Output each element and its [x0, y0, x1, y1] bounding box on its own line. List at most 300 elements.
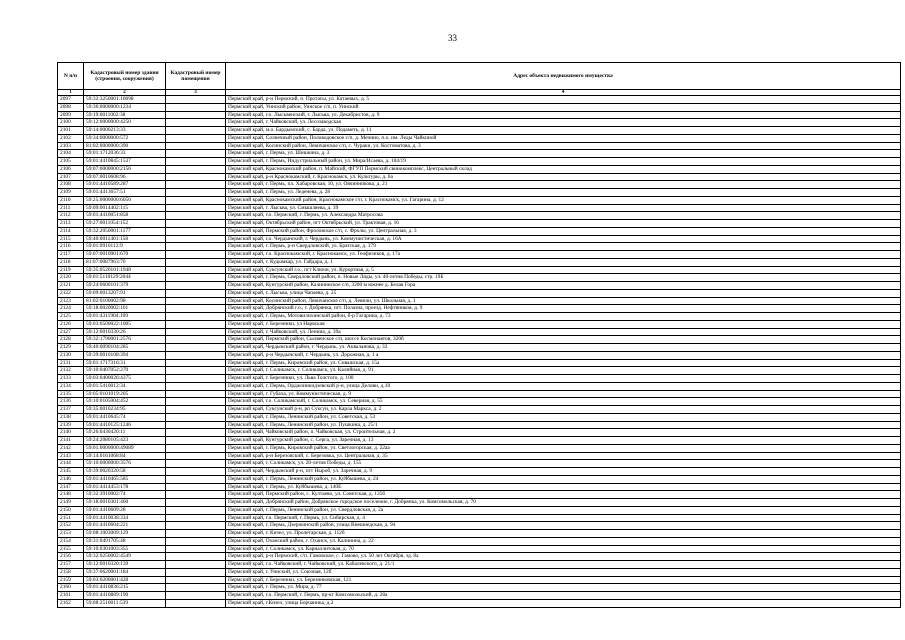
- room-number: [166, 243, 226, 251]
- address: Пермский край, г. Пермь, ул. Куйбышева, д. 140Е: [226, 483, 901, 491]
- row-number: 2160: [58, 584, 84, 592]
- room-number: [166, 382, 226, 390]
- cadastral-number: 59:01:4410889:190: [84, 592, 166, 600]
- row-number: 2097: [58, 96, 84, 104]
- room-number: [166, 483, 226, 491]
- cadastral-number: 59:35:0520101:1948: [84, 266, 166, 274]
- row-number: 2148: [58, 491, 84, 499]
- row-number: 2142: [58, 444, 84, 452]
- row-number: 2138: [58, 413, 84, 421]
- address: Пермский край, р-н Березовский, с. Березовка, ул. Центральная, д. 35: [226, 452, 901, 460]
- row-number: 2151: [58, 514, 84, 522]
- cadastral-number: 59:12:0000000:4250: [84, 119, 166, 127]
- room-number: [166, 204, 226, 212]
- address: Пермский край, Суксунский г.о., пгт Ключи, ул. Курортная, д. 5: [226, 266, 901, 274]
- room-number: [166, 530, 226, 538]
- row-number: 2101: [58, 127, 84, 135]
- row-number: 2146: [58, 475, 84, 483]
- room-number: [166, 103, 226, 111]
- cadastral-number: 59:01:4410125:1246: [84, 421, 166, 429]
- room-number: [166, 158, 226, 166]
- table-row: [58, 305, 901, 313]
- table-row: [58, 103, 901, 111]
- row-number: 2144: [58, 460, 84, 468]
- row-number: 2130: [58, 351, 84, 359]
- row-number: 2161: [58, 592, 84, 600]
- room-number: [166, 561, 226, 569]
- cadastral-number: 59:24:2080105:423: [84, 437, 166, 445]
- row-number: 2132: [58, 367, 84, 375]
- row-number: 2159: [58, 576, 84, 584]
- room-number: [166, 421, 226, 429]
- cadastral-number: 59:14:0000213:33: [84, 127, 166, 135]
- room-number: [166, 173, 226, 181]
- room-number: [166, 336, 226, 344]
- row-number: 2098: [58, 103, 84, 111]
- table-row: [58, 460, 901, 468]
- room-number: [166, 576, 226, 584]
- table-row: [58, 468, 901, 476]
- room-number: [166, 506, 226, 514]
- address: Пермский край, г. Лысьва, ул. Смышляева, д. 39: [226, 204, 901, 212]
- cadastral-number: 59:01:0910112:9: [84, 243, 166, 251]
- table-row: [58, 452, 901, 460]
- address: Пермский край, Чердынский р-н, пгт Ныроб, ул. Заречная, д. 9: [226, 468, 901, 476]
- room-number: [166, 313, 226, 321]
- row-number: 2153: [58, 530, 84, 538]
- address: Пермский край, Косинский район, Левичанское с/п, д. Левичи, ул. Школьная, д. 1: [226, 297, 901, 305]
- room-number: [166, 398, 226, 406]
- address: Пермский край, г. Пермь, Кировский район, ул. Светлогорская, д. 22аа: [226, 444, 901, 452]
- table-row: [58, 561, 901, 569]
- table-row: [58, 514, 901, 522]
- cadastral-number: 81:07:0087963:70: [84, 258, 166, 266]
- room-number: [166, 592, 226, 600]
- address: Пермский край, г. Пермь, Мотовилихинский район, б-р Гагарина, д. 73: [226, 313, 901, 321]
- cadastral-number: 59:32:3250001:10698: [84, 96, 166, 104]
- cadastral-number: 59:01:0000000:49089: [84, 444, 166, 452]
- address: Пермский край, г. Кизел, ул. Пролетарская, д. 112б: [226, 530, 901, 538]
- row-number: 2106: [58, 165, 84, 173]
- table-row: [58, 134, 901, 142]
- room-number: [166, 274, 226, 282]
- address: Пермский край, г.о. Краснокамский, г. Краснокамск, ул. Геофизиков, д. 17а: [226, 251, 901, 259]
- col-number-3: 3: [166, 90, 226, 96]
- cadastral-number: 59:18:0010301:460: [84, 499, 166, 507]
- cadastral-number: 81:02:0100002:98: [84, 297, 166, 305]
- row-number: 2102: [58, 134, 84, 142]
- room-number: [166, 235, 226, 243]
- address: Пермский край, р-н Пермский, п. Протасы, ул. Катаевых, д. 5: [226, 96, 901, 104]
- table-row: [58, 127, 901, 135]
- row-number: 2131: [58, 359, 84, 367]
- table-row: [58, 545, 901, 553]
- cadastral-number: 59:01:4410836:215: [84, 584, 166, 592]
- row-number: 2140: [58, 429, 84, 437]
- table-row: [58, 475, 901, 483]
- room-number: [166, 599, 226, 607]
- cadastral-number: 59:40:0011401:158: [84, 235, 166, 243]
- row-number: 2139: [58, 421, 84, 429]
- cadastral-number: 59:07:0010608:96: [84, 173, 166, 181]
- address: Пермский край, г. Пермь, Кировский район, ул. Сивашская, д. 15а: [226, 359, 901, 367]
- row-number: 2124: [58, 305, 84, 313]
- row-number: 2156: [58, 553, 84, 561]
- page-number: 33: [448, 33, 457, 43]
- address: Пермский край, Пермский район, с. Култаево, ул. Советская, д. 135б: [226, 491, 901, 499]
- row-number: 2099: [58, 111, 84, 119]
- cadastral-number: 59:14:0161068:84: [84, 452, 166, 460]
- row-number: 2136: [58, 398, 84, 406]
- table-row: [58, 336, 901, 344]
- address: Пермский край, г. Пермь, Ленинский район, ул. Советская, д. 53: [226, 413, 901, 421]
- address: Пермский край, г. Пермь, Свердловский район, п. Новые Ляды, ул. 40-летия Победы, стр. 19Б: [226, 274, 901, 282]
- address: Пермский край, г. Пермь, Дзержинский район, улица Внешнедская, д. 94: [226, 522, 901, 530]
- address: Пермский край, Косинский район, Левичанское с/п, с. Чураки, ул. Костоматова, д. 3: [226, 142, 901, 150]
- cadastral-number: 59:08:2510011:539: [84, 599, 166, 607]
- address: Пермский край, Солнечный район, Половодовское с/п, д. Мечино, п.о. им. Леды Чайкиной: [226, 134, 901, 142]
- address: Пермский край, г. Пермь, Орджоникидзевский р-н, улица Делови, д.10: [226, 382, 901, 390]
- table-row: [58, 251, 901, 259]
- room-number: [166, 499, 226, 507]
- cadastral-number: 59:01:1712036:33: [84, 150, 166, 158]
- cadastral-number: 59:01:4410465:585: [84, 475, 166, 483]
- room-number: [166, 491, 226, 499]
- row-number: 2133: [58, 375, 84, 383]
- table-row: [58, 313, 901, 321]
- room-number: [166, 545, 226, 553]
- row-number: 2123: [58, 297, 84, 305]
- row-number: 2100: [58, 119, 84, 127]
- row-number: 2155: [58, 545, 84, 553]
- room-number: [166, 165, 226, 173]
- table-row: [58, 212, 901, 220]
- cadastral-number: 59:26:0430420:11: [84, 429, 166, 437]
- room-number: [166, 522, 226, 530]
- cadastral-number: 59:10:0105004:452: [84, 398, 166, 406]
- row-number: 2127: [58, 328, 84, 336]
- room-number: [166, 413, 226, 421]
- register-table: [57, 62, 901, 608]
- row-number: 2117: [58, 251, 84, 259]
- table-row: [58, 584, 901, 592]
- room-number: [166, 111, 226, 119]
- col-number-1: 1: [58, 90, 84, 96]
- cadastral-number: 59:32:0250002:4549: [84, 553, 166, 561]
- cadastral-number: 59:25:0000000:6056: [84, 196, 166, 204]
- room-number: [166, 429, 226, 437]
- table-row: [58, 274, 901, 282]
- room-number: [166, 359, 226, 367]
- table-row: [58, 390, 901, 398]
- address: Пермский край, г. Березники, ул Нарвская: [226, 320, 901, 328]
- room-number: [166, 514, 226, 522]
- row-number: 2113: [58, 220, 84, 228]
- table-row: [58, 165, 901, 173]
- address: Пермский край, г.о. Чайковский, г. Чайковский, ул. Кабалевского, д. 21/1: [226, 561, 901, 569]
- address: Пермский край, г.о. Пермский, г. Пермь, ул. Сибирская, д. 4: [226, 514, 901, 522]
- address: Пермский край, Добрянский район, Добрянское городское поселение, г. Добрянка, ул. Комсомольская, д. 70: [226, 499, 901, 507]
- address: Пермский край, Пермский район, Фроловское с/п, с. Фролы, ул. Центральная, д. 3: [226, 227, 901, 235]
- room-number: [166, 127, 226, 135]
- address: Пермский край, г. Пермь, Ленинский район, ул. Пушкина, д. 25/1: [226, 421, 901, 429]
- room-number: [166, 351, 226, 359]
- address: Пермский край, Уинский район, Уинское с/п, п. Уинский: [226, 103, 901, 111]
- row-number: 2125: [58, 313, 84, 321]
- room-number: [166, 460, 226, 468]
- room-number: [166, 328, 226, 336]
- address: Пермский край, г.о. Пермский, г. Пермь, ул. Александра Матросова: [226, 212, 901, 220]
- cadastral-number: 59:36:0000000:1234: [84, 103, 166, 111]
- address: Пермский край, г. Губаха, ул. Коммунистическая, д. 9: [226, 390, 901, 398]
- cadastral-number: 81:02:0000000:390: [84, 142, 166, 150]
- cadastral-number: 59:37:0620001:184: [84, 568, 166, 576]
- table-row: [58, 297, 901, 305]
- table-row: [58, 530, 901, 538]
- room-number: [166, 142, 226, 150]
- table-row: [58, 429, 901, 437]
- cadastral-number: 59:32:1790001:2576: [84, 336, 166, 344]
- row-number: 2116: [58, 243, 84, 251]
- table-row: [58, 142, 901, 150]
- header-num: N п/п: [58, 63, 84, 90]
- table-row: [58, 483, 901, 491]
- address: Пермский край, г.о. Чердынский, г. Чердынь, ул. Коммунистическая, д. 16А: [226, 235, 901, 243]
- cadastral-number: 59:01:4410645:74: [84, 413, 166, 421]
- address: Пермский край, Чайковский район, п. Чайковская, ул. Строительная, д. 2: [226, 429, 901, 437]
- table-row: [58, 491, 901, 499]
- table-row: [58, 576, 901, 584]
- address: Пермский край, г. Уинский, ул. Союзная, 12б: [226, 568, 901, 576]
- table-row: [58, 227, 901, 235]
- cadastral-number: 59:01:4413657:51: [84, 189, 166, 197]
- row-number: 2122: [58, 289, 84, 297]
- address: Пермский край, г. Пермь, Индустриальный район, ул. Мира/Исаева, д. 104/19: [226, 158, 901, 166]
- address: Пермский край, г. Пермь, пл. Хабаровская, 10, ул. Овчинникова, д. 21: [226, 181, 901, 189]
- table-row: [58, 220, 901, 228]
- table-row: [58, 437, 901, 445]
- table-row: [58, 196, 901, 204]
- address: Пермский край, г. Березники, ул. Льва Толстого, д. 100: [226, 375, 901, 383]
- address: Пермский край, г. Чайковский, ул. Лесозаводская: [226, 119, 901, 127]
- cadastral-number: 59:08:1003009:129: [84, 530, 166, 538]
- row-number: 2121: [58, 282, 84, 290]
- table-row: [58, 189, 901, 197]
- table-row: [58, 599, 901, 607]
- room-number: [166, 119, 226, 127]
- address: Пермский край, г. Пермь, р-н Свердловский, ул. Братская, д. 179: [226, 243, 901, 251]
- room-number: [166, 390, 226, 398]
- cadastral-number: 59:07:0000000:2156: [84, 165, 166, 173]
- table-row: [58, 444, 901, 452]
- cadastral-number: 59:05:0101019:205: [84, 390, 166, 398]
- header-row: [58, 63, 901, 90]
- cadastral-number: 59:10:0000000:3576: [84, 460, 166, 468]
- room-number: [166, 289, 226, 297]
- table-row: [58, 266, 901, 274]
- row-number: 2108: [58, 181, 84, 189]
- address: Пермский край, Краснокамский район, п. Майский, ФГУП Пермский свинокомплекс, Центральный склад: [226, 165, 901, 173]
- address: Пермский край, г. Пермь, Ленинский район, ул. Куйбышева, д. 24: [226, 475, 901, 483]
- cadastral-number: 59:39:0020320:58: [84, 468, 166, 476]
- row-number: 2152: [58, 522, 84, 530]
- room-number: [166, 320, 226, 328]
- row-number: 2137: [58, 406, 84, 414]
- cadastral-number: 59:32:2050001:1177: [84, 227, 166, 235]
- cadastral-number: 59:01:4410845:1537: [84, 158, 166, 166]
- cadastral-number: 59:31:0491705:48: [84, 537, 166, 545]
- row-number: 2118: [58, 258, 84, 266]
- address: Пермский край, г.о. Пермский, г. Пермь, пр-кт Комсомольский, д. 28а: [226, 592, 901, 600]
- address: Пермский край, Пермский район, Сылвенское с/п, шоссе Космонавтов, 320б: [226, 336, 901, 344]
- address: Пермский край, р-н Краснокамский, г. Краснокамск, ул. Культуры, д. 6а: [226, 173, 901, 181]
- col-number-2: 2: [84, 90, 166, 96]
- row-number: 2141: [58, 437, 84, 445]
- address: Пермский край, г. Лысьва, улица Чапаева, д. 25: [226, 289, 901, 297]
- room-number: [166, 553, 226, 561]
- address: Пермский край, р-н Пермский, с/п. Гамовское, с. Гамово, ул. 50 лет Октября, зд. 8а: [226, 553, 901, 561]
- cadastral-number: 59:03:0500022:1005: [84, 320, 166, 328]
- row-number: 2109: [58, 189, 84, 197]
- room-number: [166, 282, 226, 290]
- address: Пермский край, г. Пермь, Ленинский район, ул. Свердловская, д. 2а: [226, 506, 901, 514]
- room-number: [166, 537, 226, 545]
- address: Пермский край, Суксунский р-н, рп Суксун, ул. Карла Маркса, д. 2: [226, 406, 901, 414]
- row-number: 2104: [58, 150, 84, 158]
- cadastral-number: 59:10:0407052:270: [84, 367, 166, 375]
- room-number: [166, 251, 226, 259]
- address: Пермский край, Краснокамский район, Краснокамское г/п, г. Краснокамск, ул. Гагарина, д. 12: [226, 196, 901, 204]
- row-number: 2157: [58, 561, 84, 569]
- table-row: [58, 289, 901, 297]
- room-number: [166, 584, 226, 592]
- table-row: [58, 258, 901, 266]
- cadastral-number: 59:01:4311904:109: [84, 313, 166, 321]
- table-row: [58, 344, 901, 352]
- address: Пермский край, Оханский район, г. Оханск, ул. Калинина, д. 22: [226, 537, 901, 545]
- address: Пермский край, г. Кудымкар, ул. Гайдара, д. 1: [226, 258, 901, 266]
- row-number: 2110: [58, 196, 84, 204]
- address: Пермский край, Октябрьский район, пгт Октябрьский, ул. Трактовая, д. 16: [226, 220, 901, 228]
- row-number: 2149: [58, 499, 84, 507]
- room-number: [166, 227, 226, 235]
- table-row: [58, 119, 901, 127]
- room-number: [166, 452, 226, 460]
- address: Пермский край, Кунгурский район, Калининское с/п, 3200 м южнее д. Белая Гора: [226, 282, 901, 290]
- room-number: [166, 196, 226, 204]
- row-number: 2107: [58, 173, 84, 181]
- address: Пермский край, г. Соликамск, ул. 20-летия Победы, д. 155: [226, 460, 901, 468]
- room-number: [166, 181, 226, 189]
- row-number: 2135: [58, 390, 84, 398]
- table-row: [58, 359, 901, 367]
- room-number: [166, 344, 226, 352]
- table-row: [58, 158, 901, 166]
- table-row: [58, 320, 901, 328]
- room-number: [166, 189, 226, 197]
- row-number: 2145: [58, 468, 84, 476]
- table-row: [58, 173, 901, 181]
- address: Пермский край, м.о. Бардымский, с. Барда, ул. Подаметь, д. 11: [226, 127, 901, 135]
- table-row: [58, 96, 901, 104]
- row-number: 2154: [58, 537, 84, 545]
- room-number: [166, 220, 226, 228]
- table-row: [58, 421, 901, 429]
- table-row: [58, 367, 901, 375]
- address: Пермский край, г. Соликамск, ул. Карналлитовая, д. 70: [226, 545, 901, 553]
- row-number: 2115: [58, 235, 84, 243]
- table-row: [58, 375, 901, 383]
- table-row: [58, 592, 901, 600]
- room-number: [166, 150, 226, 158]
- room-number: [166, 96, 226, 104]
- cadastral-number: 59:27:0011054:152: [84, 220, 166, 228]
- row-number: 2120: [58, 274, 84, 282]
- room-number: [166, 134, 226, 142]
- row-number: 2126: [58, 320, 84, 328]
- table-row: [58, 522, 901, 530]
- address: Пермский край, г.Кизел, улица Борчаника, д.2: [226, 599, 901, 607]
- room-number: [166, 375, 226, 383]
- address: Пермский край, г. Пермь, ул. Леденева, д. 28: [226, 189, 901, 197]
- address: Пермский край, г. Березники, ул. Березниковская, 121: [226, 576, 901, 584]
- row-number: 2129: [58, 344, 84, 352]
- cadastral-number: 59:40:0090104:285: [84, 344, 166, 352]
- table-row: [58, 382, 901, 390]
- room-number: [166, 212, 226, 220]
- room-number: [166, 266, 226, 274]
- table-row: [58, 111, 901, 119]
- address: Пермский край, Добрянский г.о., г. Добрянка, пгт. Полазна, проезд. Нефтяников, д. 9: [226, 305, 901, 313]
- row-number: 2158: [58, 568, 84, 576]
- table-row: [58, 235, 901, 243]
- cadastral-number: 59:34:0000000:572: [84, 134, 166, 142]
- table-row: [58, 553, 901, 561]
- table-row: [58, 328, 901, 336]
- cadastral-number: 59:35:0010234:95: [84, 406, 166, 414]
- address: Пермский край, г.о. Лысьвенский, г. Лысьва, ул. Декабристов, д. 9: [226, 111, 901, 119]
- room-number: [166, 297, 226, 305]
- cadastral-number: 59:01:4410038:334: [84, 514, 166, 522]
- table-row: [58, 413, 901, 421]
- table-row: [58, 243, 901, 251]
- row-number: 2111: [58, 204, 84, 212]
- row-number: 2105: [58, 158, 84, 166]
- cadastral-number: 59:32:3910002:74: [84, 491, 166, 499]
- row-number: 2114: [58, 227, 84, 235]
- cadastral-number: 59:01:4410609:28: [84, 506, 166, 514]
- row-number: 2112: [58, 212, 84, 220]
- row-number: 2143: [58, 452, 84, 460]
- header-cadastral-building: Кадастровый номер здания (строения, сооружения): [84, 63, 166, 90]
- col-number-4: 4: [226, 90, 901, 96]
- cadastral-number: 59:12:0010320:139: [84, 561, 166, 569]
- address: Пермский край, г.о. Соликамский, г. Соликамск, ул. Северная, д. 55: [226, 398, 901, 406]
- address: Пермский край, г. Пермь, ул. Мира, д. 77: [226, 584, 901, 592]
- cadastral-number: 59:01:1717316:31: [84, 359, 166, 367]
- room-number: [166, 406, 226, 414]
- cadastral-number: 59:03:0200001:428: [84, 576, 166, 584]
- row-number: 2103: [58, 142, 84, 150]
- cadastral-number: 59:01:4414453:178: [84, 483, 166, 491]
- cadastral-number: 59:01:5110129:2044: [84, 274, 166, 282]
- address: Пермский край, Кунгурский район, с. Серга, ул. Заречная, д. 13: [226, 437, 901, 445]
- cadastral-number: 59:01:4410051:858: [84, 212, 166, 220]
- room-number: [166, 568, 226, 576]
- room-number: [166, 258, 226, 266]
- row-number: 2128: [58, 336, 84, 344]
- cadastral-number: 59:12:0010330:26: [84, 328, 166, 336]
